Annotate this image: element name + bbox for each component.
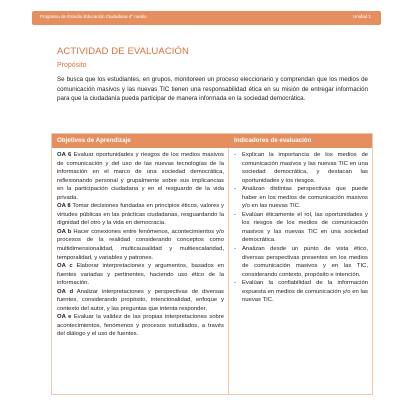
objective-code: OA 6 <box>57 152 72 158</box>
indicator-item: - Explican la importancia de los medios de comunicación masivos y las nuevas TIC en una sociedad democrática, y destacan las oportunidades y los riesgos. <box>233 151 368 185</box>
indicator-item: - Analizan distintas perspectivas que puede haber en los medios de comunicación masivos y/o en las nuevas TIC. <box>233 185 368 211</box>
indicators-column <box>233 151 368 305</box>
header-bar <box>32 11 381 25</box>
table-header <box>52 134 372 148</box>
objective-code: OA 8 <box>57 203 71 210</box>
objectives-column <box>57 151 224 339</box>
objective-text: Evaluar oportunidades y riesgos de los medios masivos de comunicación y del uso de las nuevas tecnologías de la información en el marco de una sociedad democrática, reflexionando personal y grupalmente sobre sus implicancias en la participación ciudadana y en el resguardo de la vida privada. <box>57 152 224 201</box>
objective-item <box>57 151 224 202</box>
col-header-objectives: Objetivos de Aprendizaje <box>57 137 131 144</box>
objective-item <box>57 202 224 228</box>
objective-item <box>57 313 224 339</box>
objective-text: Tomar decisiones fundadas en principios éticos, valores y virtudes públicas en las prácticas ciudadanas, resguardando la dignidad del otro y la vida en democracia. <box>57 203 224 227</box>
objective-text: Evaluar la validez de las propias interpretaciones sobre acontecimientos, fenómenos y procesos estudiados, a través del diálogo y el uso de fuentes. <box>57 314 224 338</box>
objective-text: Elaborar interpretaciones y argumentos, basados en fuentes variadas y pertinentes, haciendo uso ético de la información. <box>57 263 224 287</box>
program-title: Programa de Estudio Educación Ciudadana 4° medio <box>40 14 147 19</box>
objective-item <box>57 262 224 288</box>
col-header-indicators: Indicadores de evaluación <box>234 137 312 144</box>
unit-label: Unidad 1 <box>352 14 371 19</box>
objective-item <box>57 228 224 262</box>
objective-text: Hacer conexiones entre fenómenos, acontecimientos y/o procesos de la realidad considerando conceptos como multidimensionalidad, multicausalidad y multiescalaridad, temporalidad, y variables y patrones. <box>57 228 224 261</box>
indicator-item: - Evalúan la confiabilidad de la información expuesta en medios de comunicación y/o en las nuevas TIC. <box>233 279 368 305</box>
section-title: ACTIVIDAD DE EVALUACIÓN <box>57 46 189 57</box>
purpose-paragraph: Se busca que los estudiantes, en grupos, monitoreen un proceso eleccionario y comprendan que los medios de comunicación masivos y las nuevas TIC tienen una responsabilidad ética en su misión de entregar información para que la ciudadanía pueda participar de manera informada en la sociedad democrática. <box>57 76 368 103</box>
section-subtitle: Propósito <box>57 62 87 69</box>
objective-item <box>57 288 224 314</box>
evaluation-table <box>51 133 373 395</box>
objective-code: OA b <box>57 228 72 235</box>
column-divider <box>228 148 229 394</box>
objective-code: OA c <box>57 263 73 270</box>
objective-text: Analizar interpretaciones y perspectivas de diversas fuentes, considerando propósito, intencionalidad, enfoque y contexto del autor, y las preguntas que intenta responder. <box>57 288 224 312</box>
indicator-item: - Evalúan éticamente el rol, las oportunidades y los riesgos de los medios de comunicación masivos y las nuevas TIC en una sociedad democrática. <box>233 211 368 245</box>
objective-code: OA e <box>57 314 72 321</box>
indicator-item: - Analizan desde un punto de vista ético, diversas perspectivas presentes en los medios de comunicación masivos y en las TIC, considerando contexto, propósito e intención. <box>233 245 368 279</box>
objective-code: OA d <box>57 288 74 295</box>
